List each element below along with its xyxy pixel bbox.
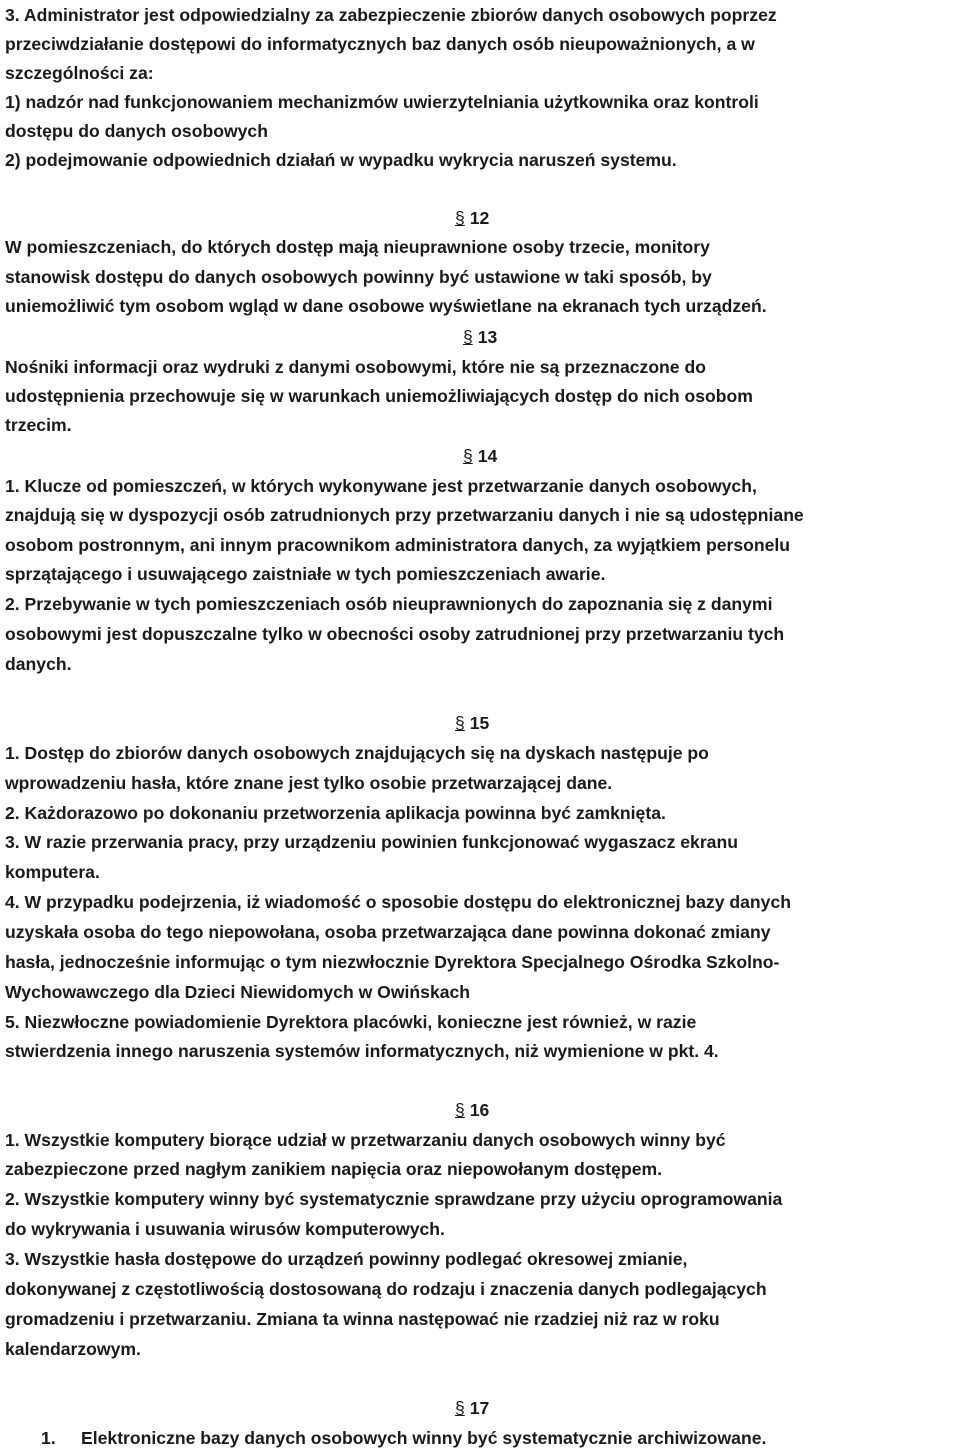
section-symbol: § — [455, 1100, 465, 1120]
text-line: W pomieszczeniach, do których dostęp mają nieuprawnione osoby trzecie, monitory — [5, 237, 710, 257]
text-line: stwierdzenia innego naruszenia systemów informatycznych, niż wymienione w pkt. 4. — [5, 1041, 719, 1061]
text-line: 2. Każdorazowo po dokonaniu przetworzenia aplikacja powinna być zamknięta. — [5, 803, 666, 823]
text-line: 4. W przypadku podejrzenia, iż wiadomość o sposobie dostępu do elektronicznej bazy danych — [5, 892, 791, 912]
text-line: 1) nadzór nad funkcjonowaniem mechanizmów uwierzytelniania użytkownika oraz kontroli — [5, 92, 759, 112]
text-line: trzecim. — [5, 415, 72, 435]
text-line: 1. Klucze od pomieszczeń, w których wykonywane jest przetwarzanie danych osobowych, — [5, 476, 757, 496]
section-symbol: § — [455, 713, 465, 733]
section-heading — [455, 1095, 489, 1125]
section-heading — [463, 441, 497, 471]
section-heading — [455, 708, 489, 738]
text-line: osobowymi jest dopuszczalne tylko w obecności osoby zatrudnionej przy przetwarzaniu tych — [5, 624, 785, 644]
text-line: stanowisk dostępu do danych osobowych powinny być ustawione w taki sposób, by — [5, 267, 712, 287]
text-line: 2. Przebywanie w tych pomieszczeniach osób nieuprawnionych do zapoznania się z danymi — [5, 594, 773, 614]
text-line: 5. Niezwłoczne powiadomienie Dyrektora placówki, konieczne jest również, w razie — [5, 1012, 697, 1032]
text-line: sprzątającego i usuwającego zaistniałe w tych pomieszczeniach awarie. — [5, 564, 606, 584]
text-line: uniemożliwić tym osobom wgląd w dane osobowe wyświetlane na ekranach tych urządzeń. — [5, 296, 767, 316]
section-number: 16 — [469, 1100, 490, 1120]
text-line: zabezpieczone przed nagłym zanikiem napięcia oraz niepowołanym dostępem. — [5, 1159, 663, 1179]
section-number: 17 — [469, 1398, 490, 1418]
section-heading — [463, 322, 497, 352]
section-symbol: § — [455, 1398, 465, 1418]
text-line: 1. Dostęp do zbiorów danych osobowych znajdujących się na dyskach następuje po — [5, 743, 709, 763]
section-symbol: § — [463, 327, 473, 347]
list-text: Elektroniczne bazy danych osobowych winny być systematycznie archiwizowane. — [81, 1428, 767, 1448]
text-line: wprowadzeniu hasła, które znane jest tylko osobie przetwarzającej dane. — [5, 773, 613, 793]
text-line: przeciwdziałanie dostępowi do informatycznych baz danych osób nieupoważnionych, a w — [5, 34, 755, 54]
text-line: 2) podejmowanie odpowiednich działań w wypadku wykrycia naruszeń systemu. — [5, 150, 677, 170]
text-line: hasła, jednocześnie informując o tym niezwłocznie Dyrektora Specjalnego Ośrodka Szkolno- — [5, 952, 780, 972]
text-line: kalendarzowym. — [5, 1339, 141, 1359]
text-line: Wychowawczego dla Dzieci Niewidomych w Owińskach — [5, 982, 471, 1002]
text-line: 3. W razie przerwania pracy, przy urządzeniu powinien funkcjonować wygaszacz ekranu — [5, 832, 738, 852]
text-line: osobom postronnym, ani innym pracownikom administratora danych, za wyjątkiem personelu — [5, 535, 791, 555]
text-line: komputera. — [5, 862, 100, 882]
text-line: szczególności za: — [5, 63, 154, 83]
text-line: udostępnienia przechowuje się w warunkach uniemożliwiających dostęp do nich osobom — [5, 386, 753, 406]
text-line: znajdują się w dyspozycji osób zatrudnionych przy przetwarzaniu danych i nie są udostępniane — [5, 505, 804, 525]
section-symbol: § — [455, 208, 465, 228]
text-line: uzyskała osoba do tego niepowołana, osoba przetwarzająca dane powinna dokonać zmiany — [5, 922, 771, 942]
section-symbol: § — [463, 446, 473, 466]
numbered-list-item — [41, 1423, 766, 1453]
text-line: dostępu do danych osobowych — [5, 121, 268, 141]
list-number: 1. — [41, 1428, 56, 1448]
section-number: 15 — [469, 713, 490, 733]
text-line: 3. Administrator jest odpowiedzialny za zabezpieczenie zbiorów danych osobowych poprzez — [5, 5, 777, 25]
section-heading — [455, 1393, 489, 1423]
text-line: Nośniki informacji oraz wydruki z danymi osobowymi, które nie są przeznaczone do — [5, 357, 706, 377]
text-line: 1. Wszystkie komputery biorące udział w przetwarzaniu danych osobowych winny być — [5, 1130, 726, 1150]
text-line: 3. Wszystkie hasła dostępowe do urządzeń powinny podlegać okresowej zmianie, — [5, 1249, 688, 1269]
section-number: 14 — [477, 446, 498, 466]
section-heading — [455, 203, 489, 233]
text-line: dokonywanej z częstotliwością dostosowaną do rodzaju i znaczenia danych podlegających — [5, 1279, 767, 1299]
section-number: 12 — [469, 208, 490, 228]
section-number: 13 — [477, 327, 498, 347]
text-line: 2. Wszystkie komputery winny być systematycznie sprawdzane przy użyciu oprogramowania — [5, 1189, 783, 1209]
text-line: do wykrywania i usuwania wirusów komputerowych. — [5, 1219, 445, 1239]
text-line: gromadzeniu i przetwarzaniu. Zmiana ta winna następować nie rzadziej niż raz w roku — [5, 1309, 720, 1329]
text-line: danych. — [5, 654, 72, 674]
